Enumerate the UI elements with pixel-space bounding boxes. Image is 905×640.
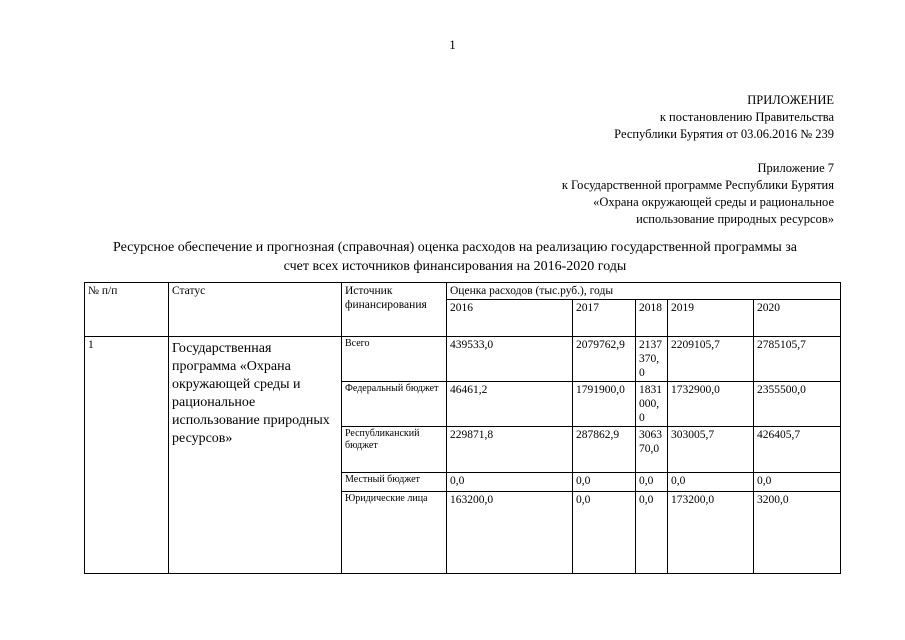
- source-cell: Местный бюджет: [342, 473, 447, 492]
- header-status: Статус: [169, 283, 342, 337]
- appendix-line: ПРИЛОЖЕНИЕ: [747, 93, 834, 107]
- value-cell: 426405,7: [754, 427, 841, 473]
- appendix-line: к Государственной программе Республики Бурятия: [561, 178, 834, 192]
- value-cell: 0,0: [668, 473, 754, 492]
- title-line: Ресурсное обеспечение и прогнозная (справочная) оценка расходов на реализацию государственной программы за: [112, 240, 798, 255]
- header-year: 2017: [573, 300, 636, 337]
- header-estimate: Оценка расходов (тыс.руб.), годы: [447, 283, 841, 300]
- header-year: 2018: [636, 300, 668, 337]
- header-source: Источник финансирования: [342, 283, 447, 337]
- source-cell: Юридические лица: [342, 492, 447, 574]
- value-cell: 1831000,0: [636, 382, 668, 427]
- appendix-line: Приложение 7: [757, 161, 834, 175]
- header-year: 2019: [668, 300, 754, 337]
- header-year: 2016: [447, 300, 573, 337]
- value-cell: 0,0: [636, 473, 668, 492]
- appendix-header: [562, 92, 834, 228]
- value-cell: 2137370,0: [636, 337, 668, 382]
- source-cell: Республиканский бюджет: [342, 427, 447, 473]
- value-cell: 2079762,9: [573, 337, 636, 382]
- title-line: счет всех источников финансирования на 2016-2020 годы: [283, 259, 627, 274]
- header-year: 2020: [754, 300, 841, 337]
- program-status: Государственная программа «Охрана окружающей среды и рациональное использование природных ресурсов»: [169, 337, 342, 574]
- value-cell: 173200,0: [668, 492, 754, 574]
- value-cell: 46461,2: [447, 382, 573, 427]
- value-cell: 3200,0: [754, 492, 841, 574]
- appendix-line: Республики Бурятия от 03.06.2016 № 239: [614, 127, 834, 141]
- value-cell: 306370,0: [636, 427, 668, 473]
- budget-table: [84, 282, 841, 574]
- appendix-line: использование природных ресурсов»: [636, 212, 834, 226]
- value-cell: 0,0: [573, 492, 636, 574]
- value-cell: 439533,0: [447, 337, 573, 382]
- value-cell: 2355500,0: [754, 382, 841, 427]
- value-cell: 163200,0: [447, 492, 573, 574]
- appendix-line: «Охрана окружающей среды и рациональное: [593, 195, 834, 209]
- value-cell: 287862,9: [573, 427, 636, 473]
- value-cell: 0,0: [636, 492, 668, 574]
- value-cell: 229871,8: [447, 427, 573, 473]
- value-cell: 0,0: [754, 473, 841, 492]
- value-cell: 2785105,7: [754, 337, 841, 382]
- appendix-line: к постановлению Правительства: [659, 110, 834, 124]
- page-number: 1: [449, 37, 456, 52]
- source-cell: Всего: [342, 337, 447, 382]
- value-cell: 303005,7: [668, 427, 754, 473]
- value-cell: 0,0: [447, 473, 573, 492]
- value-cell: 2209105,7: [668, 337, 754, 382]
- value-cell: 1791900,0: [573, 382, 636, 427]
- value-cell: 1732900,0: [668, 382, 754, 427]
- program-number: 1: [85, 337, 169, 574]
- source-cell: Федеральный бюджет: [342, 382, 447, 427]
- header-num: № п/п: [85, 283, 169, 337]
- document-title: [60, 238, 850, 276]
- value-cell: 0,0: [573, 473, 636, 492]
